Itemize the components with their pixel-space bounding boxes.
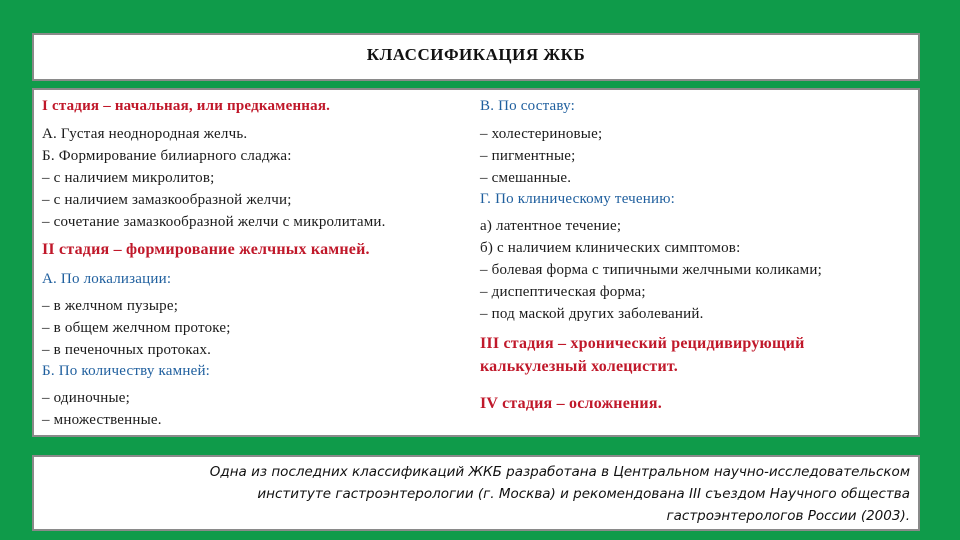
list-item: – болевая форма с типичными желчными коликами;	[480, 262, 822, 278]
list-item: – сочетание замазкообразной желчи с микролитами.	[42, 214, 386, 230]
list-item: – под маской других заболеваний.	[480, 306, 704, 322]
stage-4-heading: IV стадия – осложнения.	[480, 395, 662, 412]
footnote-line: институте гастроэнтерологии (г. Москва) и рекомендована III съездом Научного общества	[257, 486, 910, 502]
list-item: – в общем желчном протоке;	[42, 320, 231, 336]
list-item: – с наличием микролитов;	[42, 170, 215, 186]
list-item: а) латентное течение;	[480, 218, 622, 234]
footnote-box	[32, 455, 920, 531]
footnote-line: Одна из последних классификаций ЖКБ разработана в Центральном научно-исследовательском	[209, 464, 910, 480]
footnote-line: гастроэнтерологов России (2003).	[666, 508, 910, 524]
list-item: – множественные.	[42, 412, 162, 428]
list-item: – смешанные.	[480, 170, 572, 186]
list-item: – диспептическая форма;	[480, 284, 646, 300]
stage-1-b: Б. Формирование билиарного сладжа:	[42, 148, 292, 164]
classification-panel	[32, 88, 920, 437]
list-item: – с наличием замазкообразной желчи;	[42, 192, 292, 208]
stage-3-heading-line1: III стадия – хронический рецидивирующий	[480, 335, 805, 352]
page-title: КЛАССИФИКАЦИЯ ЖКБ	[366, 45, 586, 64]
count-label: Б. По количеству камней:	[42, 363, 211, 379]
list-item: – одиночные;	[42, 390, 130, 406]
list-item: – холестериновые;	[480, 126, 603, 142]
title-box	[32, 33, 920, 81]
stage-2-heading: II стадия – формирование желчных камней.	[42, 241, 370, 258]
list-item: б) с наличием клинических симптомов:	[480, 240, 741, 256]
stage-1-heading: I стадия – начальная, или предкаменная.	[42, 98, 331, 114]
stage-1-a: А. Густая неоднородная желчь.	[42, 126, 248, 142]
list-item: – в печеночных протоках.	[42, 342, 212, 358]
localization-label: А. По локализации:	[42, 271, 172, 287]
stage-3-heading-line2: калькулезный холецистит.	[480, 358, 678, 375]
list-item: – в желчном пузыре;	[42, 298, 179, 314]
list-item: – пигментные;	[480, 148, 576, 164]
composition-label: В. По составу:	[480, 98, 576, 114]
clinical-course-label: Г. По клиническому течению:	[480, 191, 676, 207]
